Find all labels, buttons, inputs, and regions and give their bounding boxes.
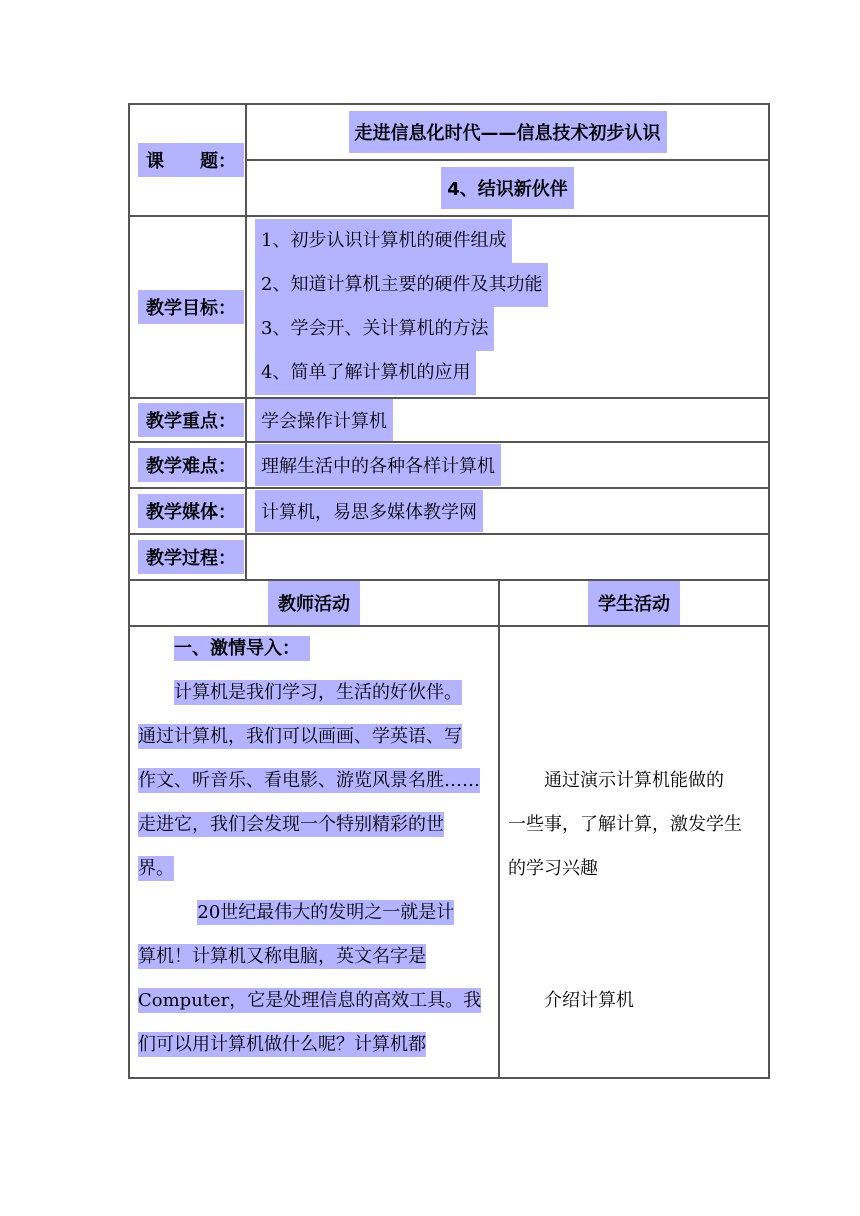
lesson-plan-table bbox=[128, 103, 770, 1079]
student-header-cell bbox=[499, 580, 769, 626]
key-label-cell bbox=[129, 398, 246, 442]
student-note-line: 介绍计算机 bbox=[544, 990, 634, 1011]
student-note-line: 通过演示计算机能做的 bbox=[544, 770, 724, 791]
difficulty-label-cell bbox=[129, 442, 246, 488]
media-label: 教学媒体： bbox=[138, 494, 244, 528]
paragraph-line: 算机！计算机又称电脑，英文名字是 bbox=[138, 946, 426, 967]
teacher-activity-cell bbox=[129, 626, 499, 1078]
lesson-subtitle: 4、结识新伙伴 bbox=[441, 167, 574, 209]
media-label-cell bbox=[129, 488, 246, 534]
title-cell-1 bbox=[246, 104, 769, 160]
media-cell bbox=[246, 488, 769, 534]
process-cell bbox=[246, 534, 769, 580]
goal-item: 2、知道计算机主要的硬件及其功能 bbox=[247, 263, 768, 307]
topic-label-cell bbox=[129, 104, 246, 216]
key-value: 学会操作计算机 bbox=[255, 399, 393, 441]
difficulty-value: 理解生活中的各种各样计算机 bbox=[255, 444, 501, 486]
difficulty-cell bbox=[246, 442, 769, 488]
goal-item: 3、学会开、关计算机的方法 bbox=[247, 307, 768, 351]
goals-label: 教学目标： bbox=[138, 290, 244, 324]
goal-item: 1、初步认识计算机的硬件组成 bbox=[247, 219, 768, 263]
goals-cell bbox=[246, 216, 769, 398]
section-heading: 一、激情导入： bbox=[174, 636, 310, 661]
paragraph-line: 走进它，我们会发现一个特别精彩的世 bbox=[138, 814, 444, 835]
title-cell-2 bbox=[246, 160, 769, 216]
student-activity-cell bbox=[499, 626, 769, 1078]
media-value: 计算机，易思多媒体教学网 bbox=[255, 490, 483, 532]
process-label-cell bbox=[129, 534, 246, 580]
key-label: 教学重点： bbox=[138, 403, 244, 437]
lesson-title: 走进信息化时代——信息技术初步认识 bbox=[349, 111, 667, 153]
difficulty-label: 教学难点： bbox=[138, 448, 244, 482]
paragraph-line: 界。 bbox=[138, 858, 174, 879]
key-cell bbox=[246, 398, 769, 442]
paragraph-line: 通过计算机，我们可以画画、学英语、写 bbox=[138, 726, 462, 747]
paragraph-line: 作文、听音乐、看电影、游览风景名胜…… bbox=[138, 770, 480, 791]
student-note-line: 的学习兴趣 bbox=[508, 858, 598, 879]
goal-item: 4、简单了解计算机的应用 bbox=[247, 351, 768, 395]
student-note-line: 一些事，了解计算，激发学生 bbox=[508, 814, 742, 835]
teacher-header: 教师活动 bbox=[268, 581, 360, 625]
paragraph-line: Computer，它是处理信息的高效工具。我 bbox=[138, 990, 482, 1011]
process-label: 教学过程： bbox=[138, 540, 244, 574]
paragraph-line: 们可以用计算机做什么呢？计算机都 bbox=[138, 1034, 426, 1055]
paragraph-line: 计算机是我们学习，生活的好伙伴。 bbox=[174, 682, 462, 703]
teacher-header-cell bbox=[129, 580, 499, 626]
paragraph-line: 20世纪最伟大的发明之一就是计 bbox=[197, 902, 455, 923]
topic-label: 课 题： bbox=[138, 143, 244, 177]
student-header: 学生活动 bbox=[588, 581, 680, 625]
goals-label-cell bbox=[129, 216, 246, 398]
